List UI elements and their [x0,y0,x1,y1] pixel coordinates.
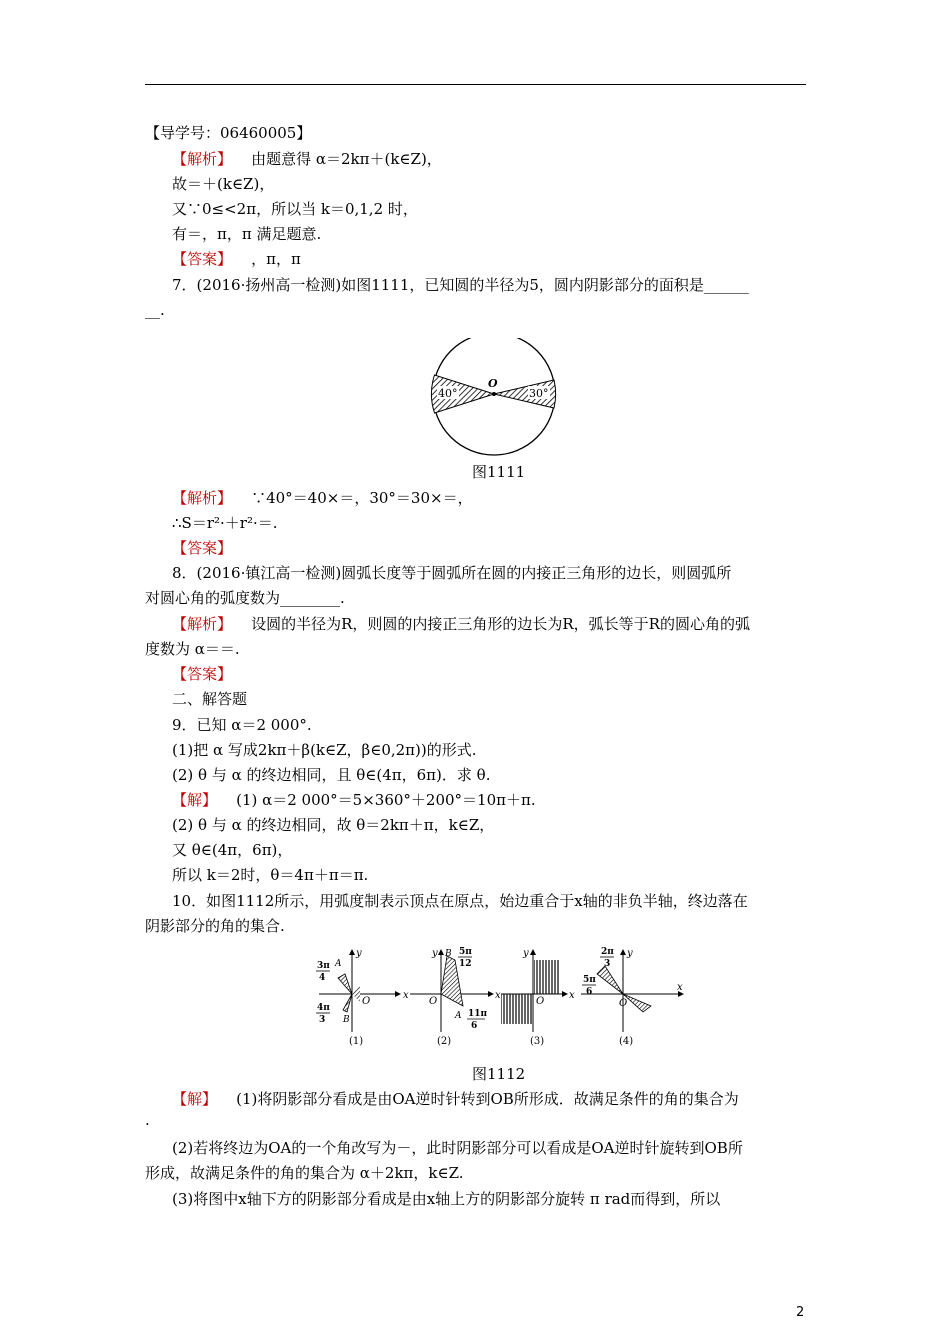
q9-solution-4: 所以 k＝2时，θ＝4π＋π＝π. [172,866,369,884]
q9-stem: 9．已知 α＝2 000°. [172,716,312,734]
panel-1-angle-1-den: 4 [319,973,326,983]
panel-1-angle-1-num: 3π [317,961,330,971]
q8-answer-tag: 【答案】 [172,665,233,683]
panel-4-angle-1-num: 2π [601,947,614,957]
angle-label-40: 40° [438,387,458,400]
q7-analysis-2: ∴S＝r²·＋r²·＝. [172,514,278,532]
q7-analysis-1: ∵40°＝40×＝，30°＝30×＝， [251,489,473,507]
q6-analysis-2: 故＝＋(k∈Z)， [172,175,275,193]
q8-stem-2: 对圆心角的弧度数为________. [145,589,345,607]
q7-answer-tag: 【答案】 [172,539,233,557]
q7-answer-line [172,538,232,558]
q7-analysis-line [172,488,473,508]
q6-analysis-1: 由题意得 α＝2kπ＋(k∈Z)， [251,150,442,168]
panel-2-y-label: y [432,948,438,959]
panel-4 [581,947,683,1046]
panel-4-angle-1-den: 3 [604,959,611,969]
panel-1-shade-right [352,986,360,1002]
panel-3-shade-lower [501,994,532,1024]
q8-analysis-tag: 【解析】 [172,615,233,633]
panel-3-origin: O [536,996,545,1007]
q8-answer-line [172,664,232,684]
figure-1111-circle [426,338,562,456]
panel-2-angle-2-den: 6 [471,1021,478,1031]
panel-2-origin: O [429,996,438,1007]
q9-part-1: (1)把 α 写成2kπ＋β(k∈Z，β∈0,2π))的形式. [172,741,477,759]
panel-3 [501,948,575,1046]
q8-analysis-line [172,614,750,634]
center-label: O [488,377,498,390]
q7-stem: 7．(2016·扬州高一检测)如图1111，已知圆的半径为5，圆内阴影部分的面积是______ [172,276,749,294]
q10-solution-line [172,1089,739,1109]
panel-1-label: (1) [349,1036,364,1046]
panel-3-label: (3) [530,1036,545,1046]
panel-4-label: (4) [619,1036,634,1046]
q6-answer-line [172,249,301,269]
section-title: 二、解答题 [172,690,248,708]
panel-1-angle-2-num: 4π [317,1003,330,1013]
panel-3-x-label: x [569,990,575,1001]
q9-part-2: (2) θ 与 α 的终边相同，且 θ∈(4π，6π)．求 θ. [172,766,491,784]
q6-answer: ，π，π [251,250,301,268]
panel-2-A: A [455,1011,462,1021]
center-point [492,392,496,396]
panel-1-shade-upper [338,974,352,994]
q7-analysis-tag: 【解析】 [172,489,233,507]
panel-4-y-label: y [627,948,633,959]
q10-solution-1: (1)将阴影部分看成是由OA逆时针转到OB所形成．故满足条件的角的集合为 [236,1090,739,1108]
panel-1-shade-lower [343,994,352,1012]
q10-stem-1: 10．如图1112所示，用弧度制表示顶点在原点，始边重合于x轴的非负半轴，终边落在 [172,892,748,910]
q10-solution-tag: 【解】 [172,1090,218,1108]
panel-1-B: B [343,1015,350,1025]
panel-3-y-label: y [523,948,529,959]
panel-2-angle-1-den: 12 [459,959,472,969]
panel-3-shade-upper [534,960,559,994]
panel-4-origin: O [619,998,628,1009]
q6-analysis-4: 有＝，π，π 满足题意. [172,225,322,243]
q10-solution-3: (3)将图中x轴下方的阴影部分看成是由x轴上方的阴影部分旋转 π rad而得到，所以 [172,1190,721,1208]
q9-solution-tag: 【解】 [172,791,218,809]
q8-stem-1: 8．(2016·镇江高一检测)圆弧长度等于圆弧所在圆的内接正三角形的边长，则圆弧所 [172,564,732,582]
panel-1-angle-2-den: 3 [319,1015,326,1025]
panel-4-x-label: x [677,982,683,993]
panel-4-angle-2-den: 6 [586,987,593,997]
q8-analysis-2: 度数为 α＝＝. [145,640,240,658]
q8-analysis-1: 设圆的半径为R，则圆的内接正三角形的边长为R，弧长等于R的圆心角的弧 [251,615,750,633]
panel-1-y-label: y [356,948,362,959]
panel-1 [316,948,409,1046]
q7-stem-cont: __. [145,301,165,319]
panel-2-label: (2) [437,1036,452,1046]
figure-1112-caption: 图1112 [472,1065,526,1083]
q9-solution-1: (1) α＝2 000°＝5×360°＋200°＝10π＋π. [236,791,536,809]
panel-1-x-label: x [403,990,409,1001]
q10-solution-1-end: . [145,1111,150,1129]
q6-analysis-3: 又∵0≤<2π，所以当 k＝0,1,2 时， [172,200,418,218]
q6-analysis-tag: 【解析】 [172,150,233,168]
panel-2-x-label: x [495,990,501,1001]
q9-solution-3: 又 θ∈(4π，6π)， [172,841,293,859]
panel-1-origin: O [362,996,371,1007]
q10-stem-2: 阴影部分的角的集合. [145,917,285,935]
q10-solution-2b: 形成，故满足条件的角的集合为 α＋2kπ，k∈Z. [145,1164,464,1182]
panel-2-B: B [445,949,452,959]
angle-label-30: 30° [529,387,549,400]
q6-answer-tag: 【答案】 [172,250,233,268]
page-number: 2 [796,1305,805,1320]
q6-analysis-line [172,149,442,169]
figure-1112-panels [305,944,685,1046]
panel-2-angle-2-num: 11π [468,1009,488,1019]
panel-2 [410,947,501,1046]
header-rule [145,84,806,85]
panel-4-shade-upper [597,966,623,994]
q10-solution-2a: (2)若将终边为OA的一个角改写为－，此时阴影部分可以看成是OA逆时针旋转到OB所 [172,1139,743,1157]
panel-4-angle-2-num: 5π [583,975,596,985]
figure-1111-caption: 图1111 [472,463,526,481]
q9-solution-line [172,790,536,810]
guide-number: 【导学号：06460005】 [145,124,312,142]
q9-solution-2: (2) θ 与 α 的终边相同，故 θ＝2kπ＋π，k∈Z， [172,816,495,834]
panel-1-A: A [335,959,342,969]
panel-2-angle-1-num: 5π [459,947,472,957]
